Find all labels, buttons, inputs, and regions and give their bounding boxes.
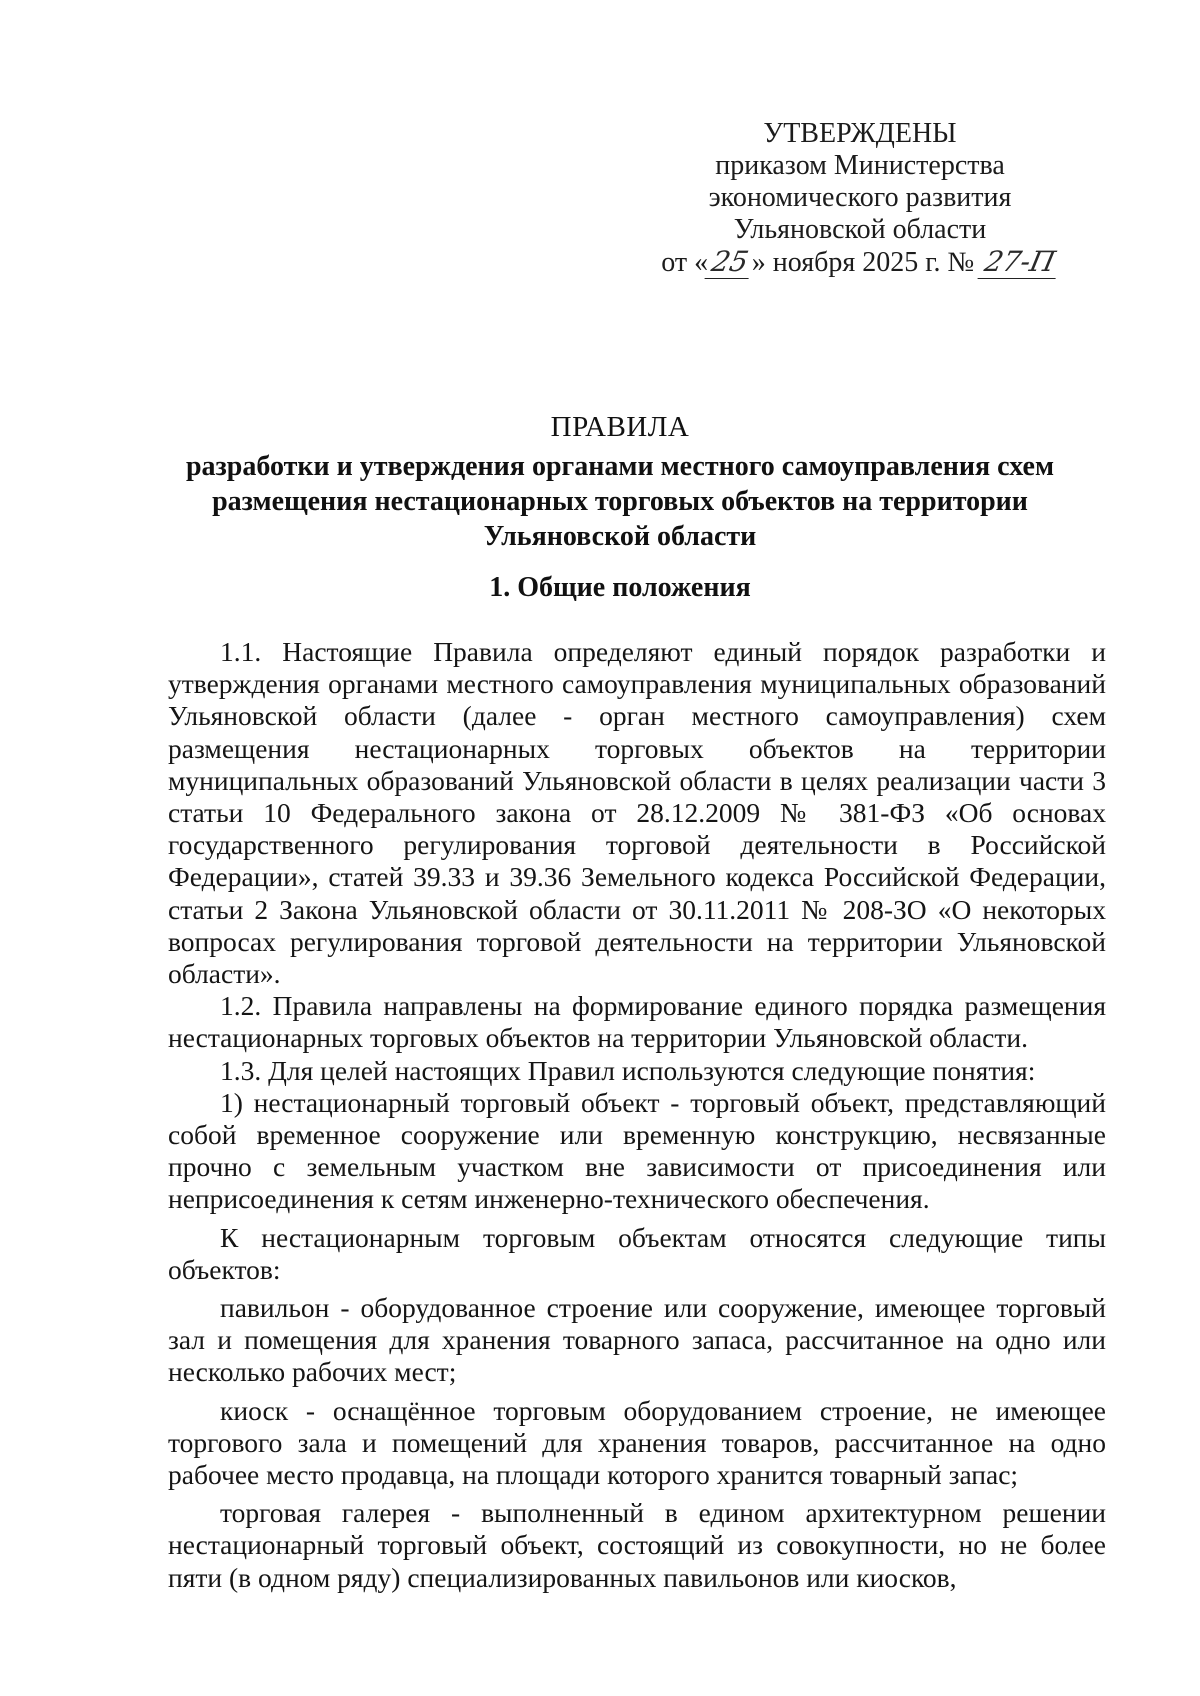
approval-line-order: приказом Министерства: [715, 150, 1005, 181]
handwritten-order-number: 27-П: [978, 246, 1063, 279]
body-text: [168, 636, 1106, 1594]
approval-block: [640, 118, 1080, 279]
paragraph-kiosk: киоск - оснащённое торговым оборудованием строение, не имеющее торгового зала и помещений для хранения товаров, рассчитанное на одно рабочее место продавца, на площади которого хранится товарный запас;: [168, 1394, 1106, 1491]
document-title: [160, 410, 1080, 554]
approval-title: УТВЕРЖДЕНЫ: [763, 118, 957, 149]
section-heading: 1. Общие положения: [489, 572, 751, 603]
paragraph-types: К нестационарным торговым объектам относятся следующие типы объектов:: [168, 1221, 1106, 1285]
title-sub-line-3: Ульяновской области: [483, 521, 757, 552]
date-prefix: от «: [661, 247, 709, 278]
handwritten-day: 25: [705, 246, 756, 279]
approval-line-region: Ульяновской области: [733, 214, 987, 245]
paragraph-1-1: 1.1. Настоящие Правила определяют единый порядок разработки и утверждения органами местного самоуправления муниципальных образований Ульяновской области (далее - орган местного самоуправления) схем размещения нестационарных торговых объектов на территории муниципальных образований Ульяновской области в целях реализации части 3 статьи 10 Федерального закона от 28.12.2009 № 381-ФЗ «Об основах государственного регулирования торговой деятельности в Российской Федерации», статей 39.33 и 39.36 Земельного кодекса Российской Федерации, статьи 2 Закона Ульяновской области от 30.11.2011 № 208-ЗО «О некоторых вопросах регулирования торговой деятельности на территории Ульяновской области».: [168, 636, 1106, 990]
approval-line-ministry: экономического развития: [708, 182, 1012, 213]
paragraph-gallery: торговая галерея - выполненный в едином архитектурном решении нестационарный торговый объект, состоящий из совокупности, но не более пяти (в одном ряду) специализированных павильонов или киосков,: [168, 1497, 1106, 1593]
paragraph-1-2: 1.2. Правила направлены на формирование единого порядка размещения нестационарных торговых объектов на территории Ульяновской области.: [168, 990, 1106, 1054]
title-sub-line-2: размещения нестационарных торговых объектов на территории: [212, 486, 1028, 517]
paragraph-pavilion: павильон - оборудованное строение или сооружение, имеющее торговый зал и помещения для хранения товарного запаса, рассчитанное на одно или несколько рабочих мест;: [168, 1292, 1106, 1388]
approval-date-line: [640, 246, 1080, 279]
title-main: ПРАВИЛА: [550, 411, 690, 443]
title-sub-line-1: разработки и утверждения органами местного самоуправления схем: [185, 451, 1055, 482]
paragraph-1-3-1: 1) нестационарный торговый объект - торговый объект, представляющий собой временное сооружение или временную конструкцию, несвязанные прочно с земельным участком вне зависимости от присоединения или неприсоединения к сетям инженерно-технического обеспечения.: [168, 1086, 1106, 1215]
date-middle: » ноября 2025 г. №: [751, 247, 975, 278]
paragraph-1-3: 1.3. Для целей настоящих Правил используются следующие понятия:: [220, 1054, 1036, 1086]
